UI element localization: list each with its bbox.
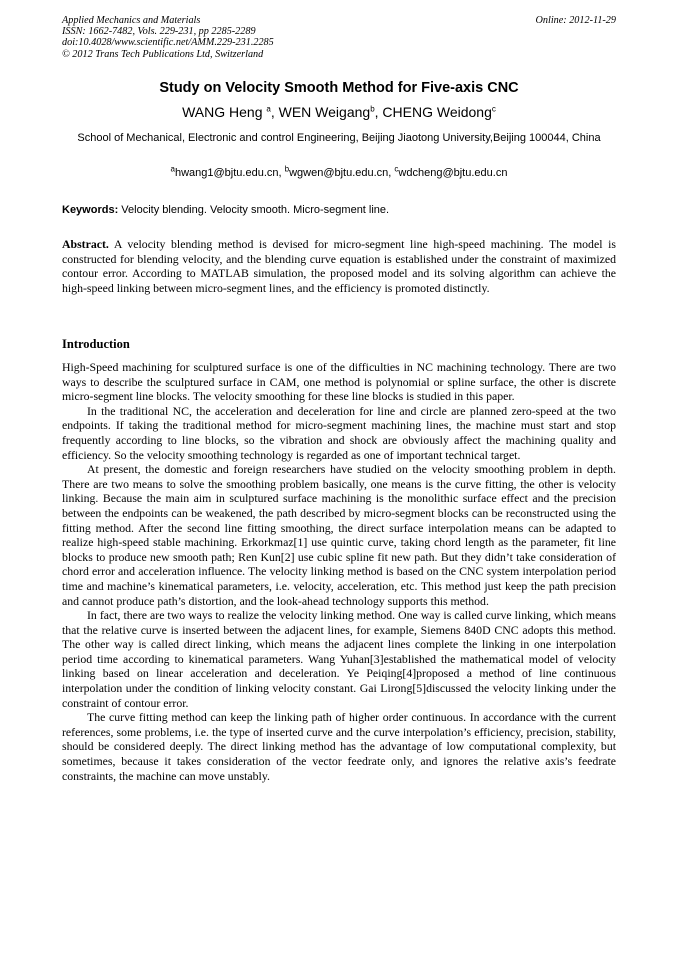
- keywords-label: Keywords:: [62, 204, 119, 216]
- author-name: CHENG Weidong: [382, 104, 492, 120]
- paragraph: In the traditional NC, the acceleration and deceleration for line and circle are planned zero-speed at the two endpoints. If taking the traditional method for micro-segment machining lines, the machine must start and stop frequently according to line blocks, so the vibration and shock are obviously affect the machining quality and efficiency. So the velocity smoothing technology is regarded as one of important technical target.: [62, 403, 616, 462]
- paper-title: Study on Velocity Smooth Method for Five-axis CNC: [159, 80, 519, 96]
- email-superscript: a: [170, 164, 175, 174]
- doi-line: doi:10.4028/www.scientific.net/AMM.229-231.2285: [62, 37, 274, 49]
- keywords: [62, 204, 616, 216]
- author-separator: ,: [374, 104, 383, 120]
- abstract: [62, 237, 616, 295]
- copyright-line: © 2012 Trans Tech Publications Ltd, Switzerland: [62, 48, 264, 60]
- keywords-text: Velocity blending. Velocity smooth. Micro-segment line.: [118, 204, 390, 216]
- introduction-body: [62, 360, 616, 783]
- paragraph: In fact, there are two ways to realize the velocity linking method. One way is called curve linking, which means that the relative curve is inserted between the adjacent lines, for example, Siemens 840D CNC adopts this method. The other way is called direct linking, which means the adjacent lines complete the linking in one interpolation period time according to kinematical parameters. Wang Yuhan[3]established the mathematical model of velocity linking based on linear acceleration and deceleration. Ye Peiqing[4]proposed a method of line continuous interpolation under the condition of linking velocity constant. Gai Lirong[5]discussed the velocity linking under the constraint of contour error.: [62, 608, 616, 710]
- email-superscript: b: [284, 164, 290, 174]
- abstract-text: A velocity blending method is devised for micro-segment line high-speed machining. The model is constructed for blending velocity, and the blending curve equation is established under the constraint of maximized contour error. According to MATLAB simulation, the proposed model and its solving algorithm can achieve the high-speed linking between micro-segment lines, and the efficiency is promoted distinctly.: [62, 237, 616, 295]
- email-address: wdcheng@bjtu.edu.cn: [398, 167, 508, 179]
- author-list: [0, 104, 678, 120]
- author-superscript: c: [491, 104, 496, 114]
- author-name: WEN Weigang: [278, 104, 371, 120]
- email-address: hwang1@bjtu.edu.cn,: [174, 167, 285, 179]
- author-superscript: a: [266, 104, 271, 114]
- abstract-label: Abstract.: [62, 237, 109, 251]
- paragraph: High-Speed machining for sculptured surface is one of the difficulties in NC machining technology. There are two ways to describe the sculptured surface in CAM, one method is polynomial or spline surface, the other is discrete micro-segment line blocks. The velocity smoothing for these line blocks is studied in this paper.: [62, 360, 616, 404]
- online-date: Online: 2012-11-29: [535, 15, 616, 26]
- issn-line: ISSN: 1662-7482, Vols. 229-231, pp 2285-2289: [62, 26, 256, 38]
- paragraph: The curve fitting method can keep the linking path of higher order continuous. In accordance with the current references, some problems, i.e. the type of inserted curve and the curve interpolation’s efficiency, precision, stability, should be considered deeply. The direct linking method has the advantage of low computational complexity, but sometimes, because it takes consideration of the vector feedrate only, and ignores the relative axis’s feedrate constraints, the machine can move unstably.: [62, 710, 616, 783]
- affiliation: School of Mechanical, Electronic and control Engineering, Beijing Jiaotong University,Beijing 100044, China: [77, 132, 601, 144]
- journal-header: [62, 15, 616, 60]
- section-heading-introduction: Introduction: [62, 337, 130, 351]
- email-list: [0, 164, 678, 179]
- email-address: wgwen@bjtu.edu.cn,: [289, 167, 395, 179]
- author-separator: ,: [270, 104, 279, 120]
- email-superscript: c: [394, 164, 399, 174]
- author-superscript: b: [370, 104, 375, 114]
- journal-name: Applied Mechanics and Materials: [62, 15, 201, 26]
- paragraph: At present, the domestic and foreign researchers have studied on the velocity smoothing problem in depth. There are two means to solve the smoothing problem basically, one means is the curve fitting, the other is velocity linking. Because the main aim in sculptured surface machining is the monolithic surface effect and the precision between the endpoints can be weakened, the path described by micro-segment blocks can be reconstructed using the fitting method. After the second line fitting smoothing, the direct surface interpolation means can be adapted to realize high-speed stable machining. Erkorkmaz[1] use quintic curve, taking chord length as the parameter, fit line blocks to produce new smooth path; Ren Kun[2] use cubic spline fit new path. But they didn’t take consideration of chord error and acceleration influence. The velocity linking method is based on the CNC system interpolation period time and machine’s kinematical parameters, i.e. velocity, acceleration, etc. This method just keep the path precision and cannot produce path’s distortion, and the look-ahead technology supports this method.: [62, 462, 616, 608]
- author-name: WANG Heng: [182, 104, 263, 120]
